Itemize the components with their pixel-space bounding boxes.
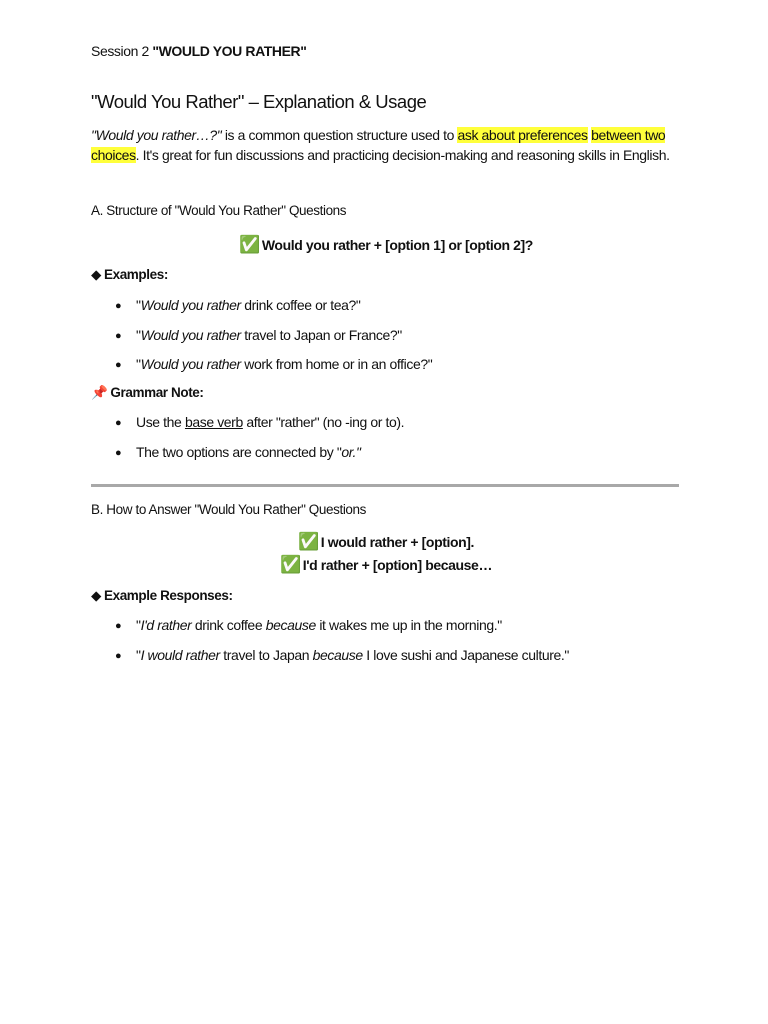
page-title: "Would You Rather" – Explanation & Usage xyxy=(91,91,427,112)
bullet-icon: ● xyxy=(115,649,122,662)
bullet-icon: ● xyxy=(115,359,122,371)
session-label: Session 2 xyxy=(91,43,153,59)
list-item: ● "I would rather travel to Japan because I love sushi and Japanese culture." xyxy=(91,647,569,677)
grammar-list xyxy=(91,414,404,473)
example-responses-label: ◆ Example Responses: xyxy=(91,588,233,603)
bullet-icon: ● xyxy=(115,329,122,342)
session-title: "WOULD YOU RATHER" xyxy=(152,43,307,59)
bullet-icon: ● xyxy=(115,620,122,632)
highlight-choices: between two choices xyxy=(91,127,666,163)
list-item: ● The two options are connected by "or." xyxy=(91,444,404,474)
list-item: ● "Would you rather work from home or in an office?" xyxy=(91,356,432,386)
bullet-icon: ● xyxy=(115,417,122,429)
highlight-preferences: ask about preferences xyxy=(457,127,588,143)
list-item: ● "Would you rather travel to Japan or France?" xyxy=(91,327,432,357)
section-divider xyxy=(91,484,679,487)
list-item: ● Use the base verb after "rather" (no -ing or to). xyxy=(91,414,404,444)
bullet-icon: ● xyxy=(115,446,122,459)
grammar-note-label: 📌 Grammar Note: xyxy=(91,385,204,400)
check-mark-icon: ✅ xyxy=(279,555,301,574)
pushpin-icon: 📌 xyxy=(91,385,108,400)
section-a-heading: A. Structure of "Would You Rather" Questions xyxy=(91,203,347,218)
structure-formula: ✅ Would you rather + [option 1] or [option 2]? xyxy=(239,235,533,254)
answer-formula-2: ✅ I'd rather + [option] because… xyxy=(279,555,493,574)
answer-formula-1: ✅ I would rather + [option]. xyxy=(297,532,475,551)
diamond-icon: ◆ xyxy=(91,588,101,603)
list-item: ● "Would you rather drink coffee or tea?" xyxy=(91,297,432,327)
list-item: ● "I'd rather drink coffee because it wakes me up in the morning." xyxy=(91,617,569,647)
check-mark-icon: ✅ xyxy=(297,532,319,551)
section-b-heading: B. How to Answer "Would You Rather" Questions xyxy=(91,502,366,517)
diamond-icon: ◆ xyxy=(91,267,101,282)
examples-list xyxy=(91,297,432,386)
bullet-icon: ● xyxy=(115,300,122,312)
intro-paragraph: "Would you rather…?" is a common question structure used to ask about preferences between two choices. It's great for fun discussions and practicing decision-making and reasoning skills in English. xyxy=(91,127,670,163)
session-header xyxy=(91,43,306,59)
check-mark-icon: ✅ xyxy=(239,235,260,254)
examples-label: ◆ Examples: xyxy=(91,267,168,282)
responses-list xyxy=(91,617,569,676)
